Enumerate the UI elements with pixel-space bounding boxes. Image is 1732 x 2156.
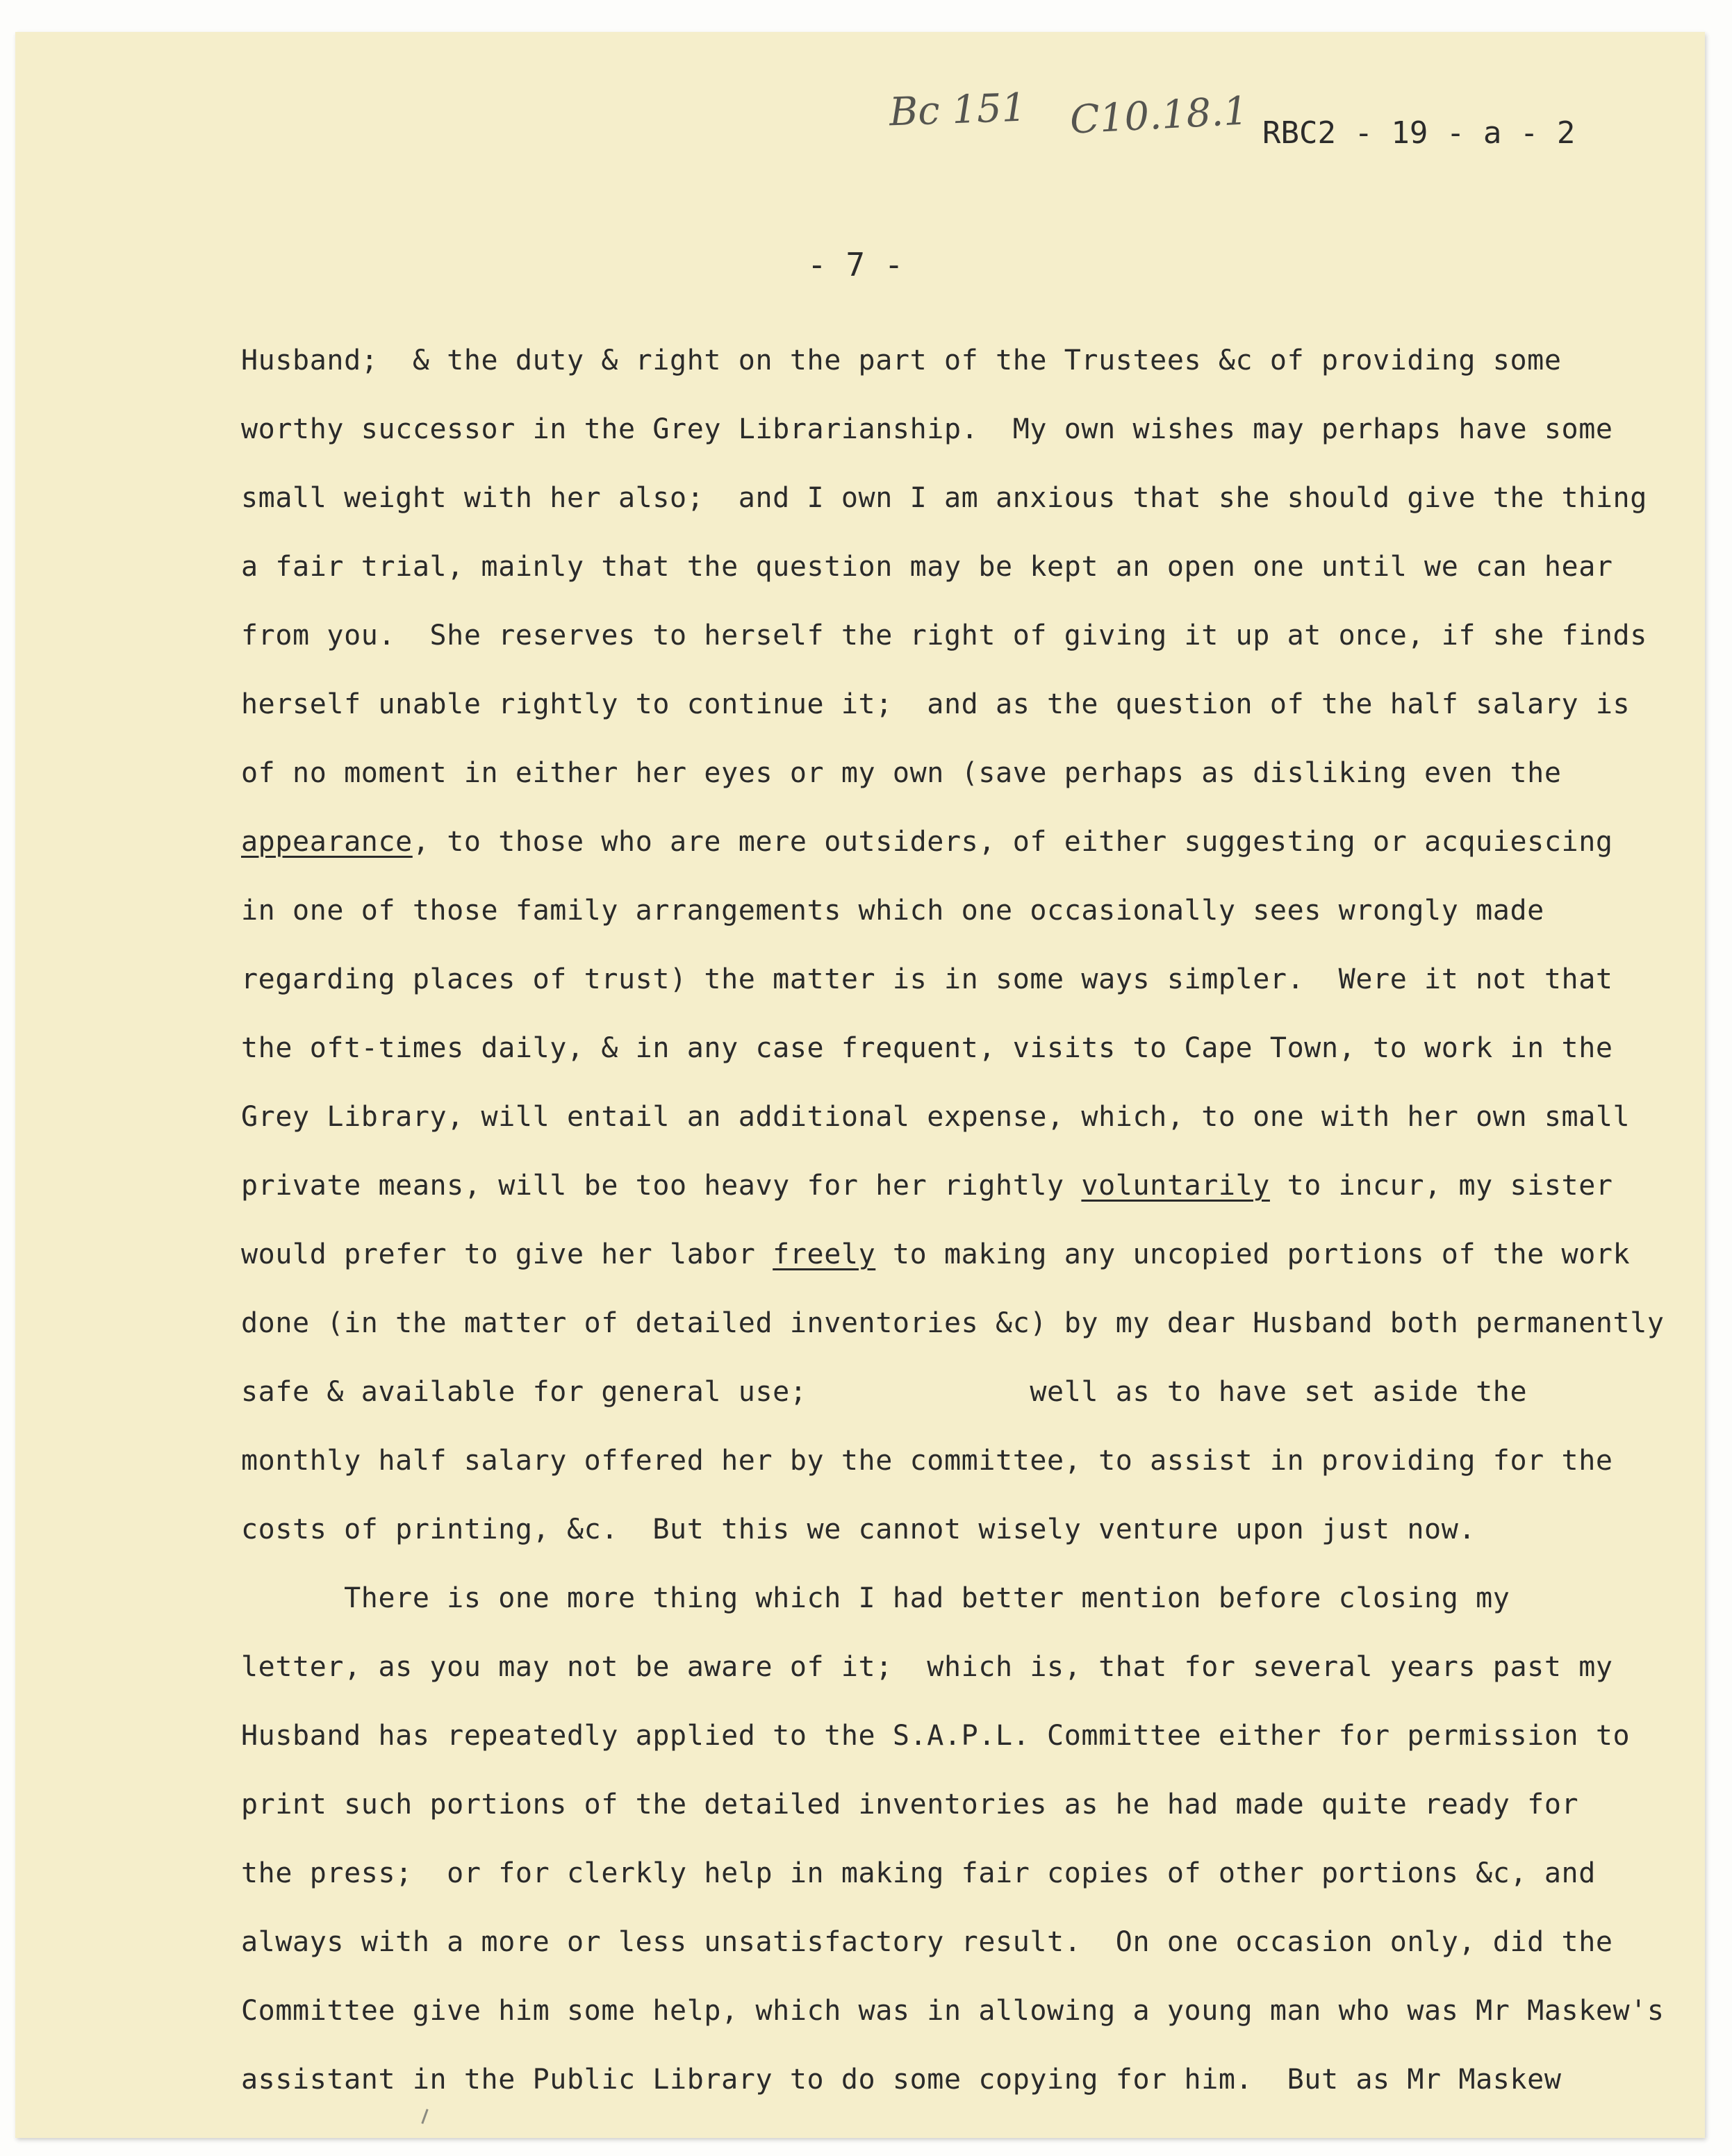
text-line: assistant in the Public Library to do some copying for him. But as Mr Maskew xyxy=(241,2064,1562,2096)
text-line: letter, as you may not be aware of it; which is, that for several years past my xyxy=(241,1651,1613,1683)
underlined-word: voluntarily xyxy=(1081,1170,1270,1202)
underlined-word: appearance xyxy=(241,826,413,858)
text-line: print such portions of the detailed inventories as he had made quite ready for xyxy=(241,1789,1579,1821)
text-line: Husband has repeatedly applied to the S.A.P.L. Committee either for permission to xyxy=(241,1720,1631,1752)
text-line: worthy successor in the Grey Librarianship. My own wishes may perhaps have some xyxy=(241,413,1613,445)
handwritten-shelf-note: C10.18.1 xyxy=(1069,88,1250,143)
text-line: done (in the matter of detailed inventories &c) by my dear Husband both permanently xyxy=(241,1307,1665,1339)
text-line: Grey Library, will entail an additional expense, which, to one with her own small xyxy=(241,1101,1631,1133)
text-line: Committee give him some help, which was in allowing a young man who was Mr Maskew's xyxy=(241,1995,1665,2027)
text-line: a fair trial, mainly that the question may be kept an open one until we can hear xyxy=(241,551,1613,583)
text-line: in one of those family arrangements which one occasionally sees wrongly made xyxy=(241,895,1544,927)
archive-reference-code: RBC2 - 19 - a - 2 xyxy=(1262,115,1576,151)
text-line: appearance, to those who are mere outsiders, of either suggesting or acquiescing xyxy=(241,826,1613,858)
text-line: regarding places of trust) the matter is in some ways simpler. Were it not that xyxy=(241,963,1613,995)
underlined-word: freely xyxy=(773,1238,876,1270)
text-line: from you. She reserves to herself the right of giving it up at once, if she finds xyxy=(241,620,1647,652)
text-line: small weight with her also; and I own I am anxious that she should give the thing xyxy=(241,482,1647,514)
typewritten-letter-sheet xyxy=(15,32,1705,2138)
text-line: the press; or for clerkly help in making fair copies of other portions &c, and xyxy=(241,1857,1596,1889)
text-line: the oft-times daily, & in any case frequent, visits to Cape Town, to work in the xyxy=(241,1032,1613,1064)
text-line: herself unable rightly to continue it; and as the question of the half salary is xyxy=(241,688,1631,720)
text-line: costs of printing, &c. But this we cannot wisely venture upon just now. xyxy=(241,1514,1476,1545)
handwritten-catalogue-note: Bc 151 xyxy=(888,85,1028,135)
stray-pen-mark xyxy=(421,2109,428,2124)
text-line: private means, will be too heavy for her rightly voluntarily to incur, my sister xyxy=(241,1170,1613,1202)
text-line: always with a more or less unsatisfactory result. On one occasion only, did the xyxy=(241,1926,1613,1958)
text-line: monthly half salary offered her by the committee, to assist in providing for the xyxy=(241,1445,1613,1477)
page-number: - 7 - xyxy=(807,246,904,283)
text-line: of no moment in either her eyes or my own (save perhaps as disliking even the xyxy=(241,757,1562,789)
text-line: would prefer to give her labor freely to making any uncopied portions of the work xyxy=(241,1238,1631,1270)
text-line: There is one more thing which I had better mention before closing my xyxy=(241,1582,1510,1614)
text-line: Husband; & the duty & right on the part of the Trustees &c of providing some xyxy=(241,345,1562,376)
text-line: safe & available for general use; well as to have set aside the xyxy=(241,1376,1528,1408)
